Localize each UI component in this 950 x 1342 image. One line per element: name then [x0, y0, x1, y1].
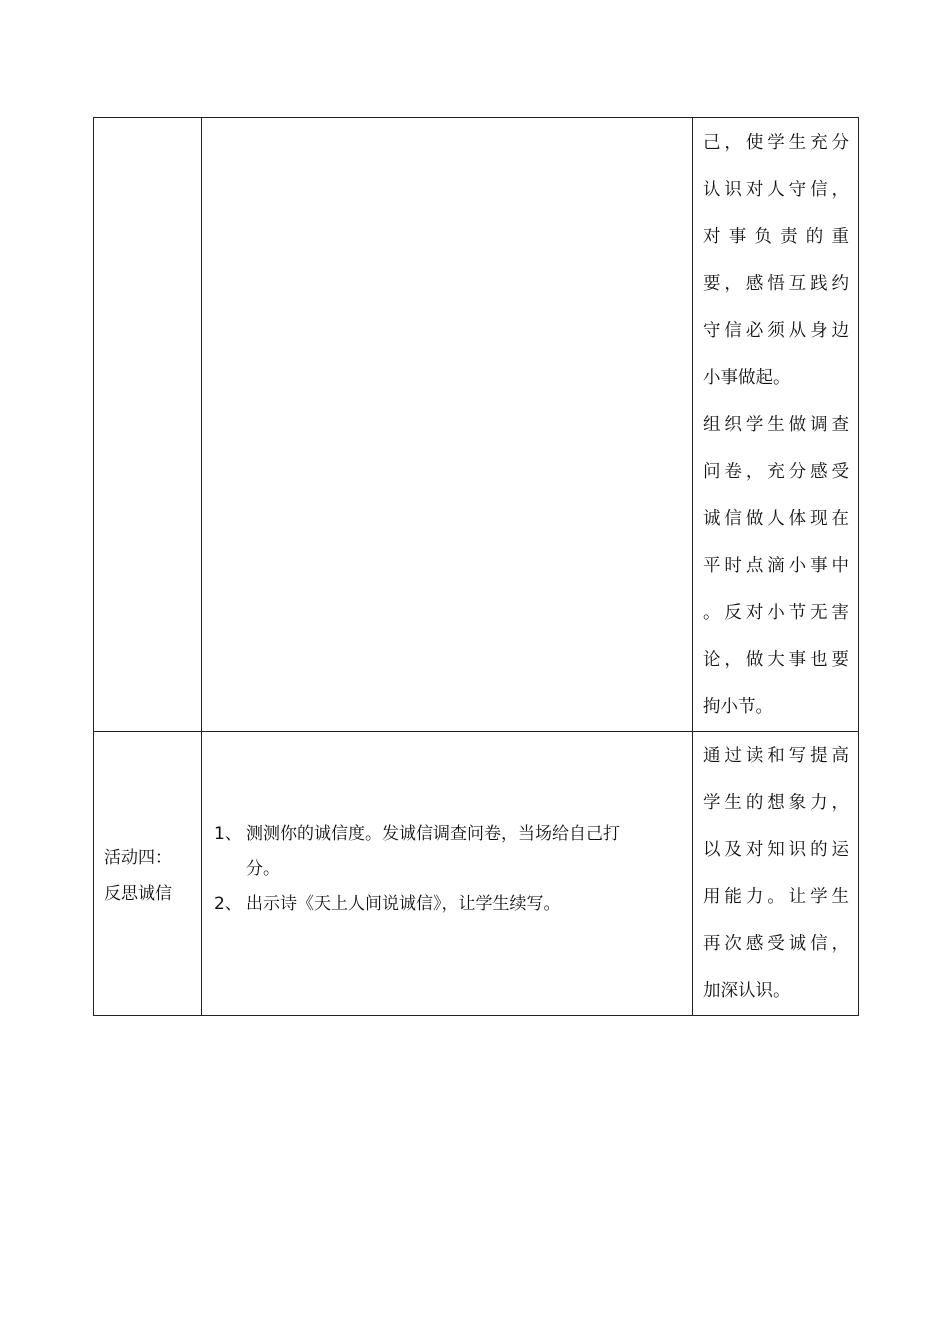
text-line: 对 事 负 责 的 重: [703, 227, 849, 247]
content-cell: [202, 732, 693, 1016]
design-intent-cell: [693, 732, 859, 1016]
activity-cell: [94, 732, 202, 1016]
design-intent-text: [693, 732, 858, 1015]
text-line: 以及对知识的运: [703, 840, 849, 860]
text-line: 要，感悟互践约: [703, 274, 849, 294]
content-cell: [202, 118, 693, 732]
step-list: [202, 817, 692, 922]
design-intent-text: [693, 118, 858, 731]
text-line: 组织学生做调查: [703, 415, 849, 435]
text-line: 加深认识。: [703, 981, 791, 1001]
text-line: 守信必须从身边: [703, 321, 849, 341]
text-line: 活动四：: [104, 847, 172, 868]
step-number: 1、: [214, 824, 242, 844]
step-number: 2、: [214, 894, 242, 914]
text-line: 测测你的诚信度。发诚信调查问卷，当场给自己打: [246, 824, 620, 844]
table-row: [94, 732, 859, 1016]
activity-label: [94, 836, 201, 912]
list-item: [214, 887, 684, 922]
activity-cell: [94, 118, 202, 732]
text-line: 再次感受诚信，: [703, 934, 849, 954]
text-line: 通过读和写提高: [703, 746, 849, 766]
text-line: 认识对人守信，: [703, 180, 849, 200]
text-line: 。反对小节无害: [703, 603, 849, 623]
list-item: [214, 817, 684, 887]
text-line: 分。: [246, 859, 280, 879]
text-line: 小事做起。: [703, 368, 791, 388]
text-line: 平时点滴小事中: [703, 556, 849, 576]
text-line: 反思诚信: [104, 883, 172, 904]
design-intent-cell: [693, 118, 859, 732]
text-line: 诚信做人体现在: [703, 509, 849, 529]
text-line: 用能力。让学生: [703, 887, 849, 907]
text-line: 问卷，充分感受: [703, 462, 849, 482]
text-line: 拘小节。: [703, 697, 773, 717]
lesson-plan-table: [93, 117, 859, 1016]
text-line: 论，做大事也要: [703, 650, 849, 670]
table-row: [94, 118, 859, 732]
text-line: 己，使学生充分: [703, 133, 849, 153]
step-text: [246, 817, 684, 887]
step-text: 出示诗《天上人间说诚信》，让学生续写。: [246, 894, 561, 914]
text-line: 学生的想象力，: [703, 793, 849, 813]
